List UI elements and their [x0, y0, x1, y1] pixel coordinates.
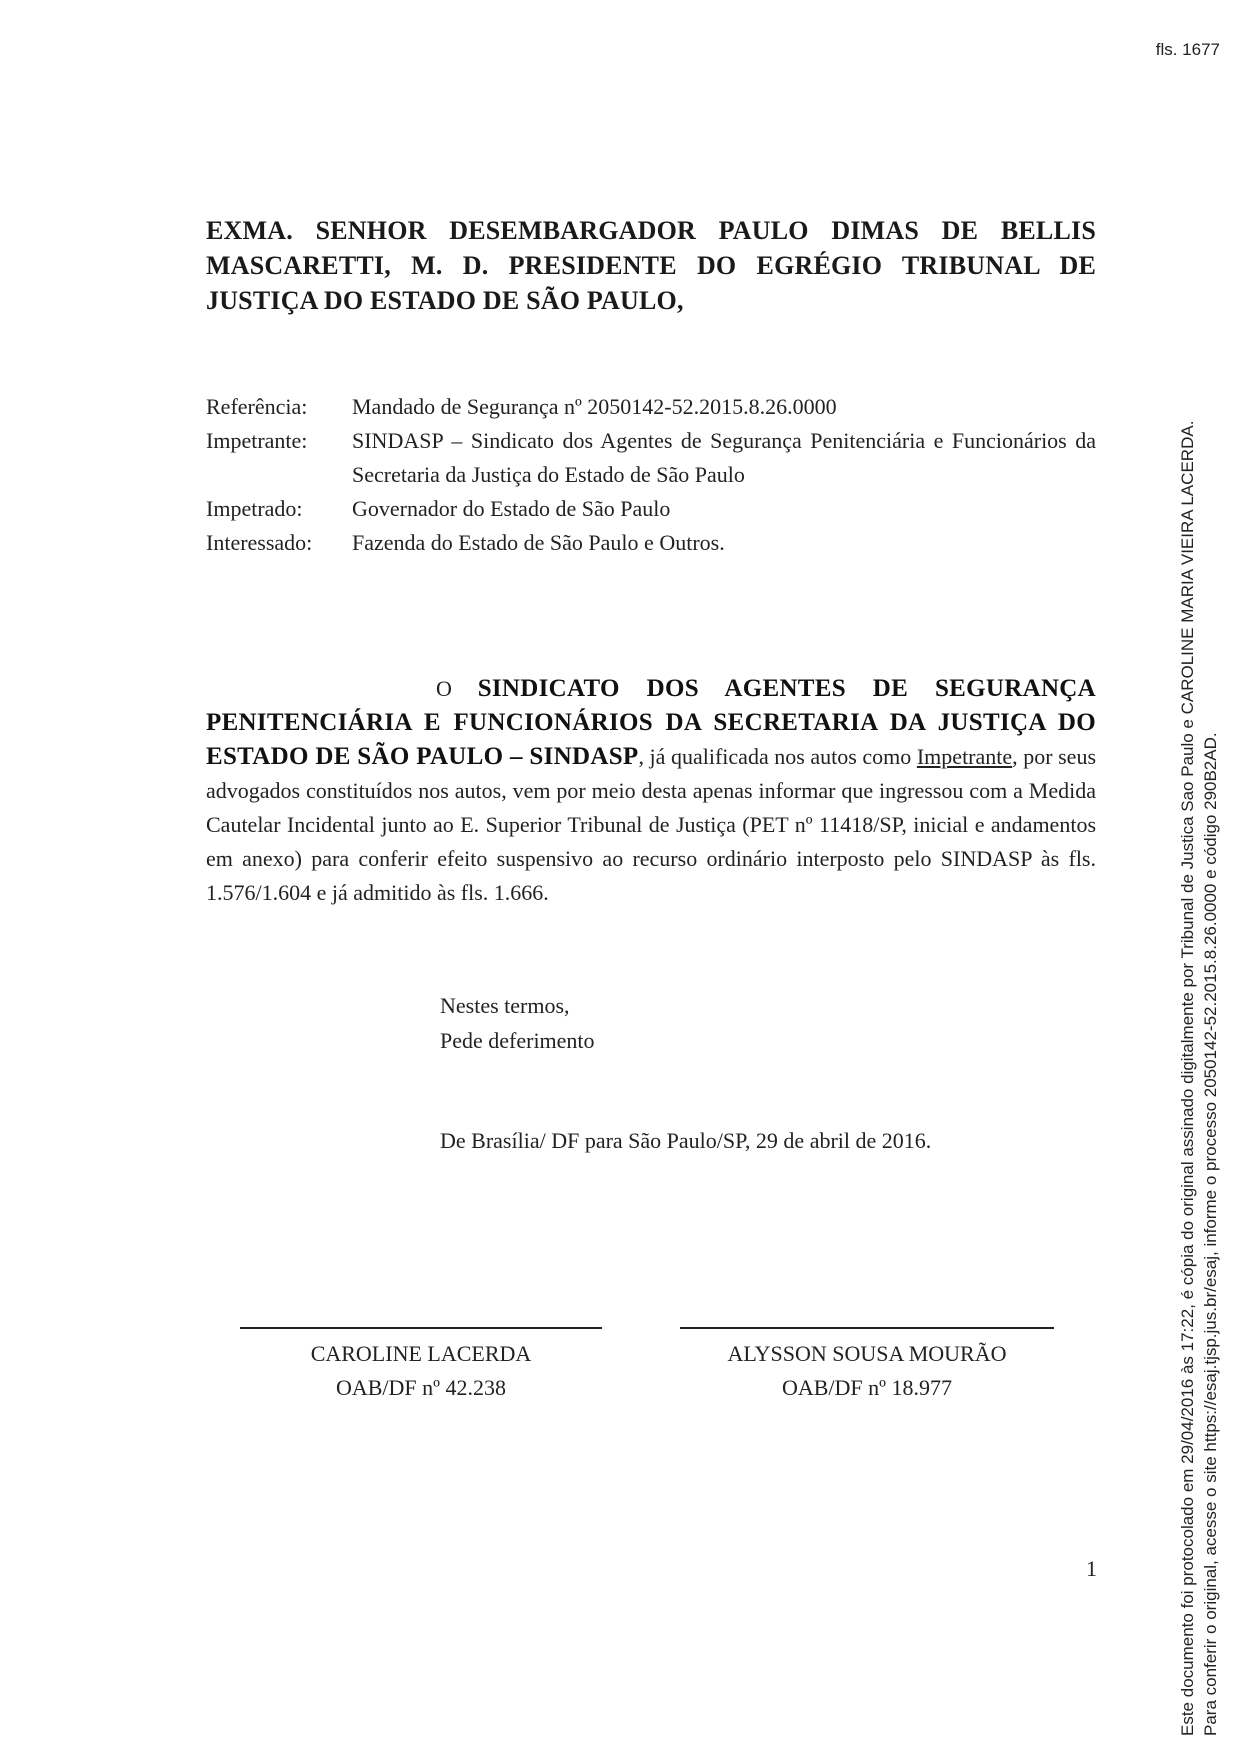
plaintiff-label: Impetrante: [206, 428, 308, 453]
signature-line [680, 1327, 1054, 1329]
defendant-row [206, 492, 1096, 526]
signer-name: ALYSSON SOUSA MOURÃO [727, 1341, 1007, 1366]
reference-value: Mandado de Segurança nº 2050142-52.2015.8.26.0000 [352, 394, 837, 419]
defendant-label: Impetrado: [206, 496, 303, 521]
party-name: SINDICATO DOS AGENTES DE SEGURANÇA PENITENCIÁRIA E FUNCIONÁRIOS DA SECRETARIA DA JUSTIÇA DO ESTADO DE SÃO PAULO – SINDASP [206, 675, 1097, 770]
interested-label: Interessado: [206, 530, 313, 555]
case-references [206, 390, 1096, 560]
signature-block-1 [240, 1327, 602, 1405]
signature-block-2 [680, 1327, 1054, 1405]
interested-row [206, 526, 1096, 560]
page-reference: fls. 1677 [1155, 40, 1220, 59]
interested-value: Fazenda do Estado de São Paulo e Outros. [352, 530, 725, 555]
closing-line-2: Pede deferimento [440, 1028, 595, 1053]
closing-line-1: Nestes termos, [440, 993, 570, 1018]
plaintiff-row [206, 424, 1096, 492]
digital-signature-stamp [1176, 276, 1222, 1736]
stamp-line-1: Este documento foi protocolado em 29/04/2016 às 17:22, é cópia do original assinado digitalmente por Tribunal de Justica Sao Paulo e CAROLINE MARIA VIEIRA LACERDA. [1178, 420, 1197, 1736]
signer-oab: OAB/DF nº 18.977 [781, 1375, 952, 1400]
date-place: De Brasília/ DF para São Paulo/SP, 29 de abril de 2016. [440, 1128, 932, 1153]
body-text-1: , já qualificada nos autos como [638, 744, 917, 769]
page-number: 1 [1086, 1556, 1097, 1581]
plaintiff-value: SINDASP – Sindicato dos Agentes de Segurança Penitenciária e Funcionários da Secretaria da Justiça do Estado de São Paulo [352, 428, 1096, 487]
defendant-value: Governador do Estado de São Paulo [352, 496, 671, 521]
reference-row [206, 390, 1096, 424]
addressee-heading: EXMA. SENHOR DESEMBARGADOR PAULO DIMAS DE BELLIS MASCARETTI, M. D. PRESIDENTE DO EGRÉGIO TRIBUNAL DE JUSTIÇA DO ESTADO DE SÃO PAULO, [206, 216, 1096, 315]
closing-block [440, 988, 595, 1058]
signature-line [240, 1327, 602, 1329]
body-text-2: , por seus advogados constituídos nos autos, vem por meio desta apenas informar que ingressou com a Medida Cautelar Incidental junto ao E. Superior Tribunal de Justiça (PET nº 11418/SP, inicial e andamentos em anexo) para conferir efeito suspensivo ao recurso ordinário interposto pelo SINDASP às fls. 1.576/1.604 e já admitido às fls. 1.666. [206, 744, 1097, 905]
signer-name: CAROLINE LACERDA [310, 1341, 532, 1366]
stamp-line-2: Para conferir o original, acesse o site https://esaj.tjsp.jus.br/esaj, informe o processo 2050142-52.2015.8.26.0000 e código 290B2AD. [1201, 732, 1220, 1736]
reference-label: Referência: [206, 394, 308, 419]
body-lead: O [436, 676, 452, 701]
impetrante-underlined: Impetrante [916, 744, 1013, 769]
petition-body [206, 672, 1096, 910]
signer-oab: OAB/DF nº 42.238 [335, 1375, 506, 1400]
